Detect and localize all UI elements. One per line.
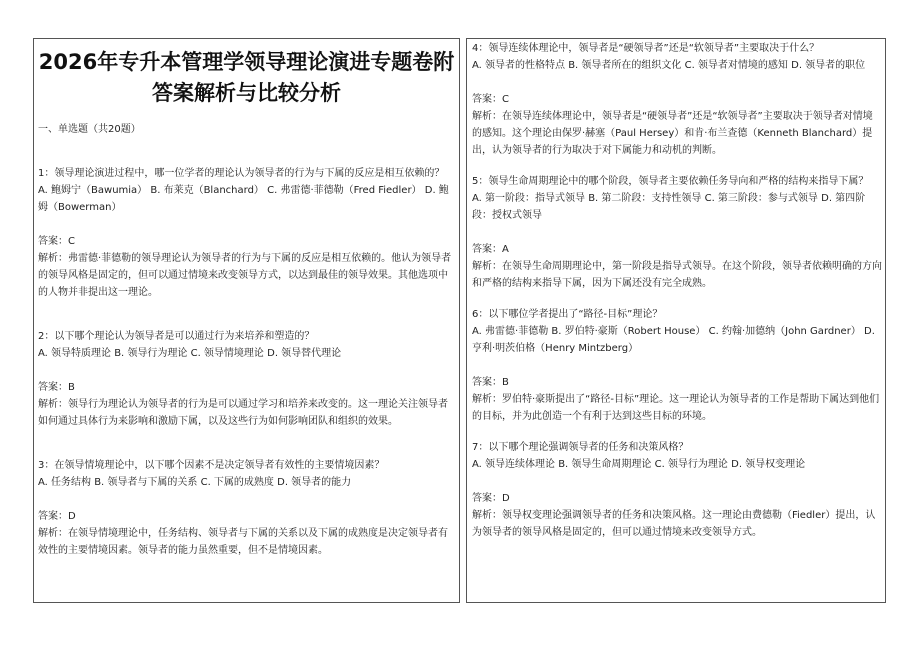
analysis: 解析：在领导情境理论中，任务结构、领导者与下属的关系以及下属的成熟度是决定领导者有效性的主要情境因素。领导者的能力虽然重要，但不是情境因素。	[38, 528, 448, 556]
right-column	[466, 38, 886, 603]
analysis: 解析：领导行为理论认为领导者的行为是可以通过学习和培养来改变的。这一理论关注领导者如何通过具体行为来影响和激励下属，以及这些行为如何影响团队和组织的效果。	[38, 399, 448, 427]
analysis: 解析：罗伯特·豪斯提出了“路径-目标”理论。这一理论认为领导者的工作是帮助下属达到他们的目标，并为此创造一个有利于达到这些目标的环境。	[472, 394, 880, 422]
question-6	[472, 306, 882, 425]
question-text: 7：以下哪个理论强调领导者的任务和决策风格？	[472, 442, 689, 453]
question-2	[38, 328, 455, 430]
question-7	[472, 439, 882, 541]
analysis: 解析：在领导生命周期理论中，第一阶段是指导式领导。在这个阶段，领导者依赖明确的方向和严格的结构来指导下属，因为下属还没有完全成熟。	[472, 261, 882, 289]
answer: 答案：D	[38, 511, 76, 522]
question-options: A. 鲍姆宁（Bawumia） B. 布莱克（Blanchard） C. 弗雷德·菲德勒（Fred Fiedler） D. 鲍姆（Bowerman）	[38, 185, 449, 213]
question-3	[38, 457, 455, 559]
answer: 答案：A	[472, 244, 509, 255]
section-heading: 一、单选题（共20题）	[38, 124, 141, 135]
question-4	[472, 40, 882, 159]
question-text: 4：领导连续体理论中，领导者是“硬领导者”还是“软领导者”主要取决于什么？	[472, 43, 820, 54]
question-text: 6：以下哪位学者提出了“路径-目标”理论？	[472, 309, 663, 320]
question-options: A. 领导连续体理论 B. 领导生命周期理论 C. 领导行为理论 D. 领导权变理论	[472, 459, 806, 470]
answer: 答案：C	[38, 236, 75, 247]
left-column	[33, 38, 460, 603]
question-options: A. 领导者的性格特点 B. 领导者所在的组织文化 C. 领导者对情境的感知 D. 领导者的职位	[472, 60, 866, 71]
question-options: A. 第一阶段：指导式领导 B. 第二阶段：支持性领导 C. 第三阶段：参与式领导 D. 第四阶段：授权式领导	[472, 193, 866, 221]
question-options: A. 任务结构 B. 领导者与下属的关系 C. 下属的成熟度 D. 领导者的能力	[38, 477, 352, 488]
answer: 答案：D	[472, 493, 510, 504]
question-options: A. 弗雷德·菲德勒 B. 罗伯特·豪斯（Robert House） C. 约翰·加德纳（John Gardner） D. 亨利·明茨伯格（Henry Mintzberg）	[472, 326, 875, 354]
analysis: 解析：领导权变理论强调领导者的任务和决策风格。这一理论由费德勒（Fiedler）提出，认为领导者的领导风格是固定的，但可以通过情境来改变领导方式。	[472, 510, 876, 538]
question-1	[38, 165, 455, 301]
question-5	[472, 173, 882, 292]
question-text: 5：领导生命周期理论中的哪个阶段，领导者主要依赖任务导向和严格的结构来指导下属？	[472, 176, 869, 187]
document-title: 2026年专升本管理学领导理论演进专题卷附答案解析与比较分析	[38, 50, 455, 105]
question-text: 3：在领导情境理论中，以下哪个因素不是决定领导者有效性的主要情境因素？	[38, 460, 385, 471]
analysis: 解析：在领导连续体理论中，领导者是“硬领导者”还是“软领导者”主要取决于领导者对情境的感知。这个理论由保罗·赫塞（Paul Hersey）和肯·布兰查德（Kenneth Blanchard）提出，认为领导者的行为取决于对下属能力和动机的判断。	[472, 111, 873, 156]
question-text: 2：以下哪个理论认为领导者是可以通过行为来培养和塑造的？	[38, 331, 315, 342]
analysis: 解析：弗雷德·菲德勒的领导理论认为领导者的行为与下属的反应是相互依赖的。他认为领导者的领导风格是固定的，但可以通过情境来改变领导方式，以达到最佳的领导效果。其他选项中的人物并非提出这一理论。	[38, 253, 452, 298]
question-options: A. 领导特质理论 B. 领导行为理论 C. 领导情境理论 D. 领导替代理论	[38, 348, 342, 359]
answer: 答案：B	[472, 377, 509, 388]
question-text: 1：领导理论演进过程中，哪一位学者的理论认为领导者的行为与下属的反应是相互依赖的？	[38, 168, 445, 179]
answer: 答案：B	[38, 382, 75, 393]
answer: 答案：C	[472, 94, 509, 105]
